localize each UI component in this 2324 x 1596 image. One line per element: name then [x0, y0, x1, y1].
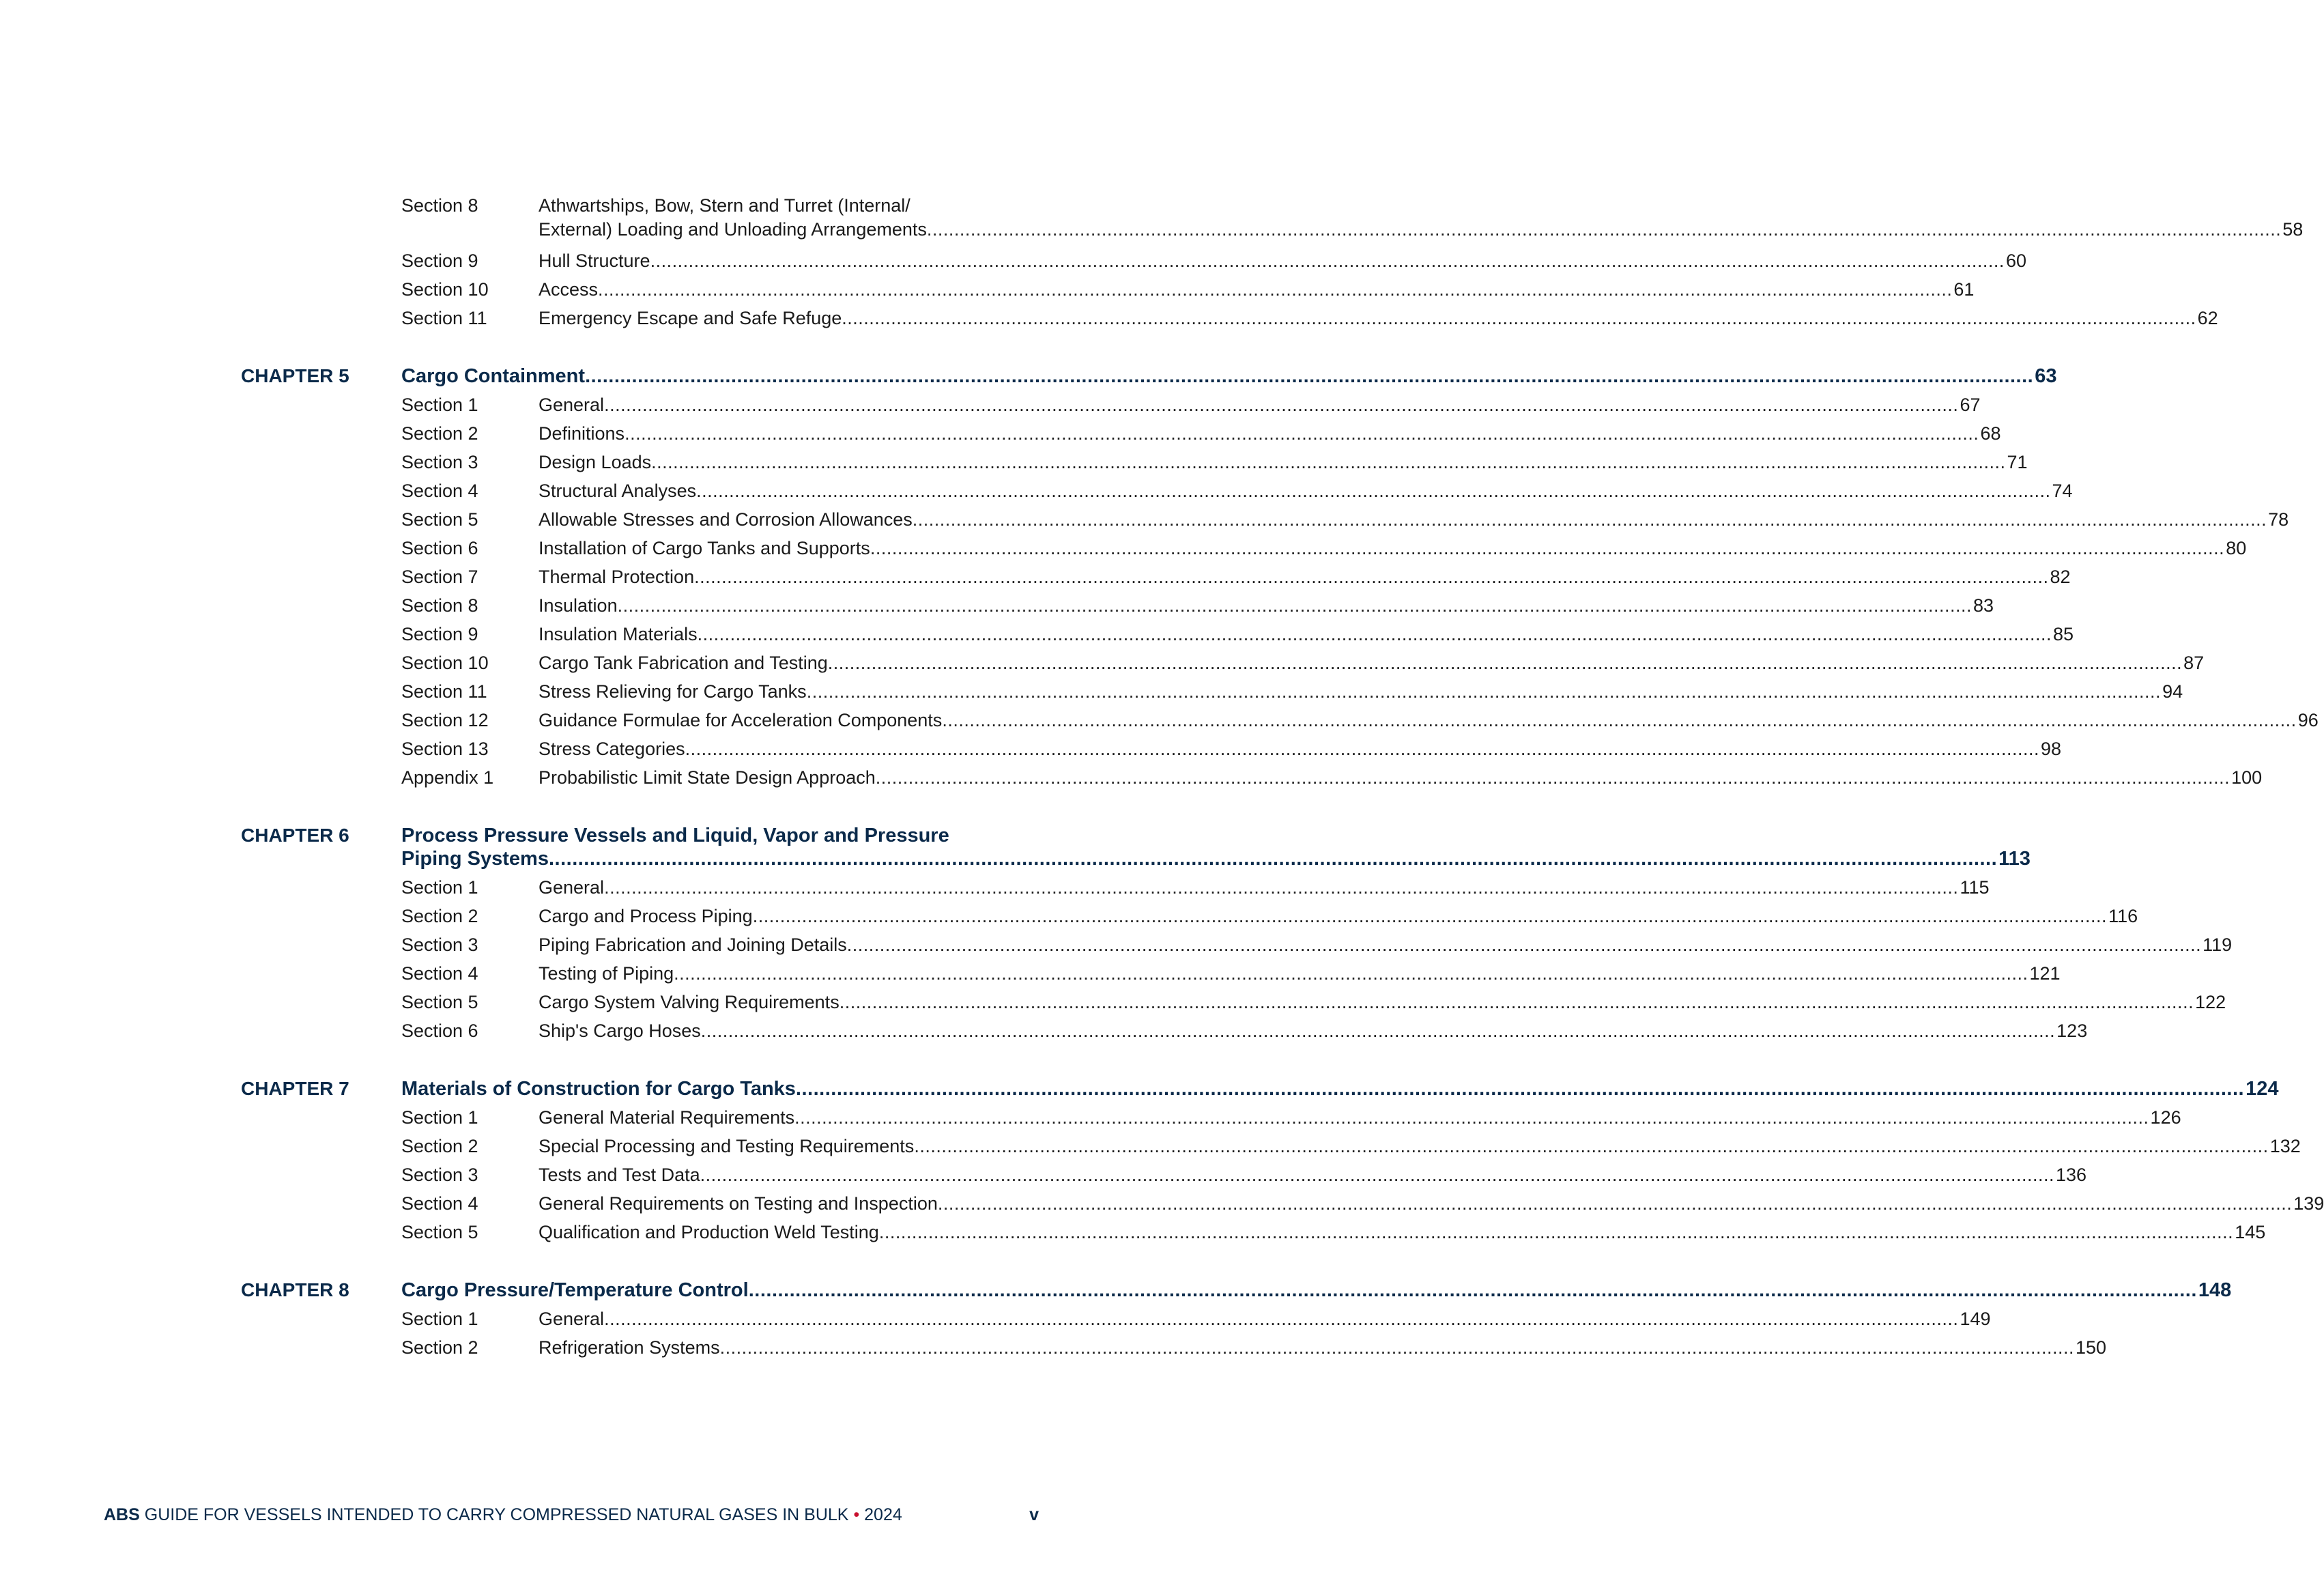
section-label: Section 1 — [401, 1309, 478, 1329]
toc-section-entry[interactable] — [401, 1132, 2301, 1160]
dot-leader — [870, 534, 2224, 562]
dot-leader — [604, 390, 1958, 419]
section-title-line1: Athwartships, Bow, Stern and Turret (Internal/ — [539, 195, 910, 216]
dot-leader — [585, 365, 2033, 388]
dot-leader — [927, 218, 2281, 242]
toc-section-entry[interactable] — [401, 763, 2263, 792]
section-label: Section 3 — [401, 1165, 478, 1185]
dot-leader — [651, 448, 2005, 476]
toc-section-entry[interactable] — [401, 706, 2319, 735]
section-title: Cargo and Process Piping — [539, 906, 753, 926]
section-label: Section 4 — [401, 963, 478, 984]
section-label: Section 5 — [401, 509, 478, 530]
toc-chapters — [241, 365, 2324, 1362]
toc-section-entry[interactable] — [401, 1160, 2087, 1189]
section-label: Section 4 — [401, 481, 478, 501]
dot-leader — [698, 620, 2052, 649]
dot-leader — [604, 873, 1958, 902]
chapter-label: CHAPTER 6 — [241, 825, 349, 846]
chapter-title-line1: Process Pressure Vessels and Liquid, Vapor and Pressure — [401, 825, 949, 846]
section-page: 62 — [2197, 308, 2218, 328]
dot-leader — [694, 562, 2048, 591]
footer-brand: ABS — [104, 1505, 140, 1524]
section-page: 82 — [2050, 567, 2071, 587]
section-page: 61 — [1953, 279, 1975, 300]
section-title: Emergency Escape and Safe Refuge — [539, 308, 842, 328]
toc-section-entry[interactable] — [401, 1218, 2266, 1246]
dot-leader — [650, 246, 2005, 275]
section-label: Section 3 — [401, 452, 478, 472]
chapter-label: CHAPTER 5 — [241, 365, 349, 386]
section-title: Installation of Cargo Tanks and Supports — [539, 538, 870, 558]
dot-leader — [794, 1103, 2149, 1132]
section-label: Section 3 — [401, 935, 478, 955]
section-page: 80 — [2226, 538, 2247, 558]
section-title: Cargo Tank Fabrication and Testing — [539, 653, 828, 673]
toc-section-entry[interactable] — [401, 677, 2183, 706]
section-label: Section 1 — [401, 395, 478, 415]
dot-leader — [720, 1333, 2074, 1362]
section-label: Section 11 — [401, 681, 487, 702]
chapter-label: CHAPTER 8 — [241, 1279, 349, 1300]
section-title: Definitions — [539, 423, 625, 444]
toc-section-entry[interactable] — [401, 448, 2028, 476]
section-page: 150 — [2075, 1337, 2107, 1358]
dot-leader — [942, 706, 2296, 735]
section-label: Appendix 1 — [401, 767, 494, 788]
toc-section-entry[interactable] — [401, 873, 1990, 902]
section-title: Probabilistic Limit State Design Approach — [539, 767, 876, 788]
section-title: Refrigeration Systems — [539, 1337, 720, 1358]
chapter-title: Materials of Construction for Cargo Tanks — [401, 1078, 796, 1100]
section-title: General — [539, 395, 605, 415]
section-page: 58 — [2282, 219, 2304, 240]
toc-section-entry[interactable] — [401, 194, 2304, 242]
section-title: Cargo System Valving Requirements — [539, 992, 840, 1012]
section-label: Section 2 — [401, 423, 478, 444]
section-label: Section 13 — [401, 739, 489, 759]
section-label: Section 7 — [401, 567, 478, 587]
section-page: 136 — [2056, 1165, 2087, 1185]
toc-chapter-block — [241, 824, 2233, 1045]
page-number: v — [1029, 1505, 1039, 1524]
section-label: Section 8 — [401, 595, 478, 616]
toc-section-entry[interactable] — [401, 505, 2289, 534]
section-title: Hull Structure — [539, 251, 650, 271]
toc-section-entry[interactable] — [401, 275, 1975, 304]
toc-chapter-block — [241, 1279, 2232, 1362]
dot-leader — [674, 959, 2028, 988]
section-page: 94 — [2162, 681, 2183, 702]
dot-leader — [618, 591, 1972, 620]
dot-leader — [842, 304, 2196, 332]
section-title: Structural Analyses — [539, 481, 697, 501]
chapter-title: Piping Systems — [401, 848, 549, 870]
dot-leader — [696, 476, 2050, 505]
toc-section-entry[interactable] — [401, 620, 2074, 649]
section-label: Section 6 — [401, 538, 478, 558]
toc-chapter-block — [241, 1077, 2324, 1246]
section-title: Stress Categories — [539, 739, 685, 759]
section-title: General Material Requirements — [539, 1107, 795, 1128]
section-label: Section 2 — [401, 1136, 478, 1156]
section-page: 149 — [1960, 1309, 1991, 1329]
section-label: Section 9 — [401, 251, 478, 271]
toc-section-entry[interactable] — [401, 735, 2062, 763]
section-label: Section 10 — [401, 279, 489, 300]
section-label: Section 1 — [401, 877, 478, 898]
toc-section-entry[interactable] — [401, 902, 2138, 930]
dot-leader — [879, 1218, 2233, 1246]
toc-section-entry[interactable] — [401, 476, 2073, 505]
toc-continuation-block — [241, 194, 2304, 332]
dot-leader — [749, 1279, 2197, 1302]
section-page: 60 — [2005, 251, 2026, 271]
chapter-label: CHAPTER 7 — [241, 1078, 349, 1099]
section-title: Tests and Test Data — [539, 1165, 700, 1185]
dot-leader — [625, 419, 1979, 448]
section-label: Section 5 — [401, 1222, 478, 1242]
section-page: 87 — [2183, 653, 2205, 673]
section-title: Thermal Protection — [539, 567, 695, 587]
dot-leader — [876, 763, 2230, 792]
section-page: 122 — [2195, 992, 2226, 1012]
dot-leader — [913, 505, 2267, 534]
dot-leader — [796, 1077, 2244, 1100]
section-page: 100 — [2231, 767, 2263, 788]
section-page: 83 — [1972, 595, 1994, 616]
section-page: 139 — [2293, 1193, 2324, 1214]
toc-section-entry[interactable] — [401, 534, 2247, 562]
section-page: 78 — [2268, 509, 2289, 530]
section-label: Section 10 — [401, 653, 489, 673]
toc-section-entry[interactable] — [401, 649, 2205, 677]
dot-leader — [938, 1189, 2292, 1218]
chapter-title: Cargo Containment — [401, 365, 586, 387]
section-page: 121 — [2029, 963, 2061, 984]
toc-section-entry[interactable] — [401, 1103, 2181, 1132]
chapter-page: 124 — [2246, 1078, 2279, 1100]
section-label: Section 6 — [401, 1021, 478, 1041]
section-label: Section 5 — [401, 992, 478, 1012]
section-page: 123 — [2056, 1021, 2088, 1041]
toc-chapter-entry[interactable] — [241, 1279, 2232, 1302]
toc-section-entry[interactable] — [401, 304, 2218, 332]
toc-section-entry[interactable] — [401, 959, 2061, 988]
page-footer — [104, 1505, 1039, 1525]
section-page: 67 — [1960, 395, 1981, 415]
section-label: Section 8 — [401, 195, 478, 216]
section-title: Insulation — [539, 595, 618, 616]
section-label: Section 1 — [401, 1107, 478, 1128]
section-title: Guidance Formulae for Acceleration Components — [539, 710, 943, 730]
toc-chapter-entry[interactable] — [241, 365, 2057, 388]
dot-leader — [685, 735, 2039, 763]
section-title: Design Loads — [539, 452, 652, 472]
toc-section-entry[interactable] — [401, 1333, 2107, 1362]
dot-leader — [828, 649, 2182, 677]
section-title: General Requirements on Testing and Inspection — [539, 1193, 938, 1214]
section-page: 98 — [2040, 739, 2062, 759]
toc-section-entry[interactable] — [401, 988, 2226, 1016]
section-title: Testing of Piping — [539, 963, 674, 984]
dot-leader — [700, 1160, 2054, 1189]
section-title: Special Processing and Testing Requirements — [539, 1136, 915, 1156]
section-title: Stress Relieving for Cargo Tanks — [539, 681, 807, 702]
dot-leader — [753, 902, 2107, 930]
section-label: Section 11 — [401, 308, 487, 328]
toc-section-entry[interactable] — [401, 1305, 1991, 1333]
dot-leader — [840, 988, 2194, 1016]
section-label: Section 4 — [401, 1193, 478, 1214]
dot-leader — [549, 847, 1997, 870]
toc-section-entry[interactable] — [401, 562, 2071, 591]
section-page: 71 — [2007, 452, 2028, 472]
toc-chapter-entry[interactable] — [241, 1077, 2279, 1100]
footer-title — [104, 1505, 902, 1525]
dot-leader — [847, 930, 2201, 959]
section-page: 119 — [2203, 935, 2233, 955]
section-title: Insulation Materials — [539, 624, 698, 644]
footer-bullet: • — [853, 1505, 860, 1524]
section-page: 126 — [2150, 1107, 2181, 1128]
section-page: 74 — [2052, 481, 2073, 501]
section-title: General — [539, 877, 605, 898]
chapter-page: 148 — [2198, 1279, 2232, 1301]
table-of-contents — [241, 194, 2324, 1394]
section-page: 115 — [1960, 877, 1990, 898]
toc-section-entry[interactable] — [401, 419, 2001, 448]
toc-section-entry[interactable] — [401, 246, 2026, 275]
dot-leader — [604, 1305, 1958, 1333]
dot-leader — [701, 1016, 2055, 1045]
section-page: 96 — [2297, 710, 2319, 730]
section-page: 145 — [2235, 1222, 2266, 1242]
toc-chapter-block — [241, 365, 2319, 792]
section-title: Access — [539, 279, 599, 300]
section-title: Piping Fabrication and Joining Details — [539, 935, 847, 955]
section-page: 68 — [1980, 423, 2001, 444]
section-page: 85 — [2053, 624, 2074, 644]
section-title: Ship's Cargo Hoses — [539, 1021, 701, 1041]
toc-section-entry[interactable] — [401, 1016, 2088, 1045]
toc-chapter-entry[interactable] — [241, 824, 2031, 870]
footer-guide-title: GUIDE FOR VESSELS INTENDED TO CARRY COMPRESSED NATURAL GASES IN BULK — [144, 1505, 849, 1524]
section-page: 132 — [2269, 1136, 2301, 1156]
dot-leader — [807, 677, 2161, 706]
section-label: Section 2 — [401, 1337, 478, 1358]
section-label: Section 12 — [401, 710, 489, 730]
toc-section-entry[interactable] — [401, 591, 1994, 620]
chapter-page: 63 — [2035, 365, 2057, 387]
dot-leader — [914, 1132, 2268, 1160]
dot-leader — [598, 275, 1952, 304]
section-title: General — [539, 1309, 605, 1329]
toc-section-entry[interactable] — [401, 930, 2233, 959]
section-title: External) Loading and Unloading Arrangements — [539, 219, 927, 240]
chapter-page: 113 — [1998, 848, 2031, 870]
section-page: 116 — [2108, 906, 2138, 926]
toc-section-entry[interactable] — [401, 1189, 2324, 1218]
section-title: Qualification and Production Weld Testing — [539, 1222, 879, 1242]
section-label: Section 9 — [401, 624, 478, 644]
section-title: Allowable Stresses and Corrosion Allowances — [539, 509, 913, 530]
footer-year: 2024 — [864, 1505, 902, 1524]
toc-section-entry[interactable] — [401, 390, 1981, 419]
chapter-title: Cargo Pressure/Temperature Control — [401, 1279, 749, 1301]
section-label: Section 2 — [401, 906, 478, 926]
